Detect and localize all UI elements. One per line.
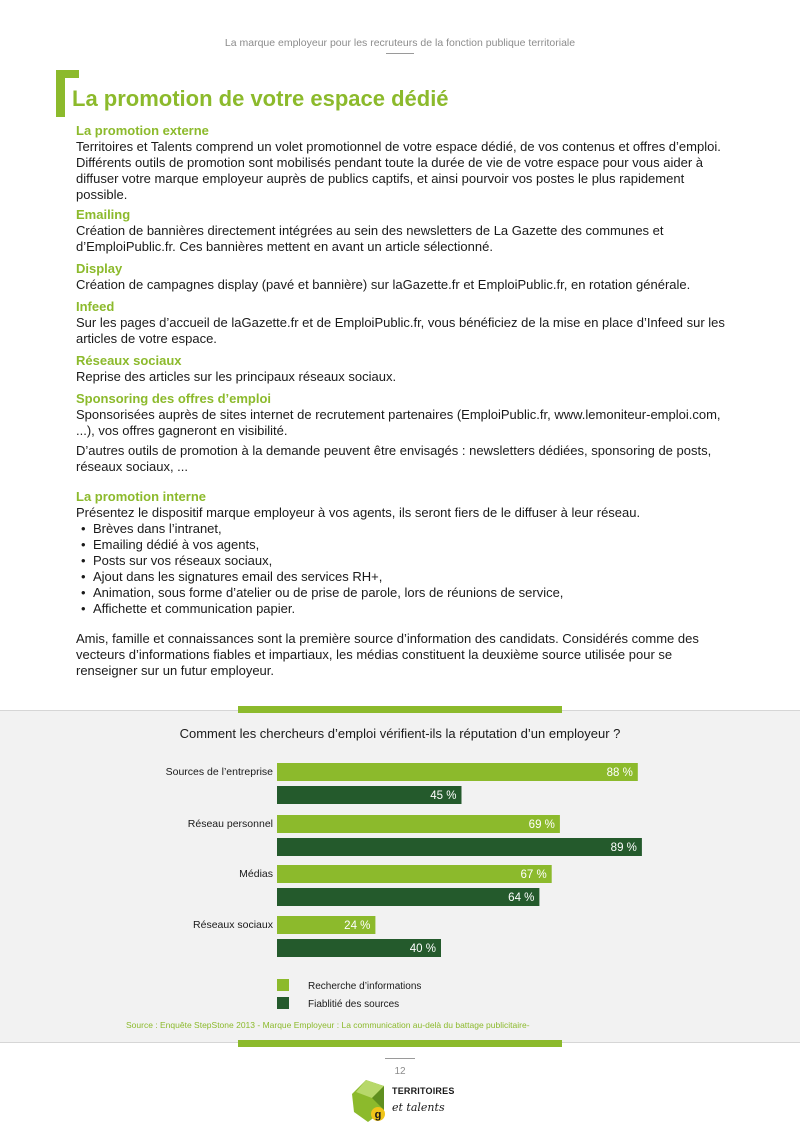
bullet-item: • Animation, sous forme d’atelier ou de prise de parole, lors de réunions de service,: [76, 585, 736, 601]
text-promotion-interne: Présentez le dispositif marque employeur à vos agents, ils seront fiers de le diffuser à leur réseau.: [76, 505, 641, 520]
bar-fiabilite: [277, 838, 642, 856]
category-label: Médias: [239, 868, 273, 880]
heading-promotion-interne: La promotion interne: [76, 489, 206, 504]
bar-recherche: [277, 865, 552, 883]
data-label: 40 %: [409, 943, 436, 955]
bar-chart: [0, 740, 800, 1020]
interne-bullet-list: [76, 521, 736, 617]
data-label: 67 %: [520, 869, 547, 881]
text-display: Création de campagnes display (pavé et bannière) sur laGazette.fr et EmploiPublic.fr, en rotation générale.: [76, 277, 691, 292]
chart-top-rule: [238, 706, 562, 713]
text-autres-outils: D’autres outils de promotion à la demande peuvent être envisagés : newsletters dédiées, sponsoring de posts, réseaux sociaux, ...: [76, 443, 712, 474]
data-label: 88 %: [606, 767, 633, 779]
heading-sponsoring: Sponsoring des offres d’emploi: [76, 391, 272, 406]
legend-label: Recherche d’informations: [308, 981, 422, 992]
legend-label: Fiablitié des sources: [308, 999, 400, 1010]
header-rule: [386, 53, 414, 54]
category-label: Sources de l’entreprise: [165, 766, 273, 778]
text-infeed: Sur les pages d’accueil de laGazette.fr et de EmploiPublic.fr, vous bénéficiez de la mise en place d’Infeed sur les articles de votre espace.: [76, 315, 725, 346]
category-label: Réseaux sociaux: [193, 919, 273, 931]
chart-title: Comment les chercheurs d’emploi vérifient-ils la réputation d’un employeur ?: [179, 726, 621, 741]
text-conclusion: Amis, famille et connaissances sont la première source d’information des candidats. Considérés comme des vecteurs d’informations fiables et impartiaux, les médias constituent la deuxième source utilisée pour se renseigner sur un futur employeur.: [76, 631, 699, 678]
category-label: Réseau personnel: [187, 818, 273, 830]
heading-display: Display: [76, 261, 123, 276]
text-reseaux-sociaux: Reprise des articles sur les principaux réseaux sociaux.: [76, 369, 397, 384]
heading-promotion-externe: La promotion externe: [76, 123, 209, 138]
logo-wordmark: TERRITOIRES: [392, 1086, 455, 1096]
bar-fiabilite: [277, 888, 539, 906]
body-content: [76, 123, 736, 679]
data-label: 89 %: [610, 842, 637, 854]
text-promotion-externe: Territoires et Talents comprend un volet promotionnel de votre espace dédié, de vos contenus et offres d’emploi. Différents outils de promotion sont mobilisés pendant toute la durée de vie de votre espace pour vous aider à diffuser votre marque employeur auprès de publics captifs, et ainsi pourvoir vos postes le plus rapidement possible.: [76, 139, 721, 202]
legend-swatch: [277, 997, 289, 1009]
bullet-item: • Brèves dans l’intranet,: [76, 521, 736, 537]
legend-swatch: [277, 979, 289, 991]
text-sponsoring: Sponsorisées auprès de sites internet de recrutement partenaires (EmploiPublic.fr, www.lemoniteur-emploi.com, ...), vos offres gagneront en visibilité.: [76, 407, 721, 438]
logo-tagline: et talents: [392, 1101, 445, 1114]
heading-reseaux-sociaux: Réseaux sociaux: [76, 353, 182, 368]
chart-bottom-rule: [238, 1040, 562, 1047]
logo-letter: g: [374, 1109, 382, 1121]
bullet-item: • Posts sur vos réseaux sociaux,: [76, 553, 736, 569]
text-emailing: Création de bannières directement intégrées au sein des newsletters de La Gazette des communes et d’EmploiPublic.fr. Ces bannières mettent en avant un article sélectionné.: [76, 223, 664, 254]
bullet-item: • Affichette et communication papier.: [76, 601, 736, 617]
data-label: 45 %: [430, 790, 457, 802]
bar-recherche: [277, 763, 638, 781]
heading-emailing: Emailing: [76, 207, 131, 222]
data-label: 69 %: [528, 819, 555, 831]
data-label: 24 %: [344, 920, 371, 932]
bullet-item: • Ajout dans les signatures email des services RH+,: [76, 569, 736, 585]
bullet-item: • Emailing dédié à vos agents,: [76, 537, 736, 553]
data-label: 64 %: [508, 892, 535, 904]
page-number: 12: [394, 1066, 406, 1077]
bar-recherche: [277, 815, 560, 833]
page-title: La promotion de votre espace dédié: [72, 86, 449, 111]
heading-infeed: Infeed: [76, 299, 115, 314]
page-number-rule: [385, 1058, 415, 1059]
chart-source: Source : Enquête StepStone 2013 - Marque Employeur : La communication au-delà du battage publicitaire-: [126, 1020, 530, 1030]
running-header: La marque employeur pour les recruteurs de la fonction publique territoriale: [224, 37, 576, 49]
